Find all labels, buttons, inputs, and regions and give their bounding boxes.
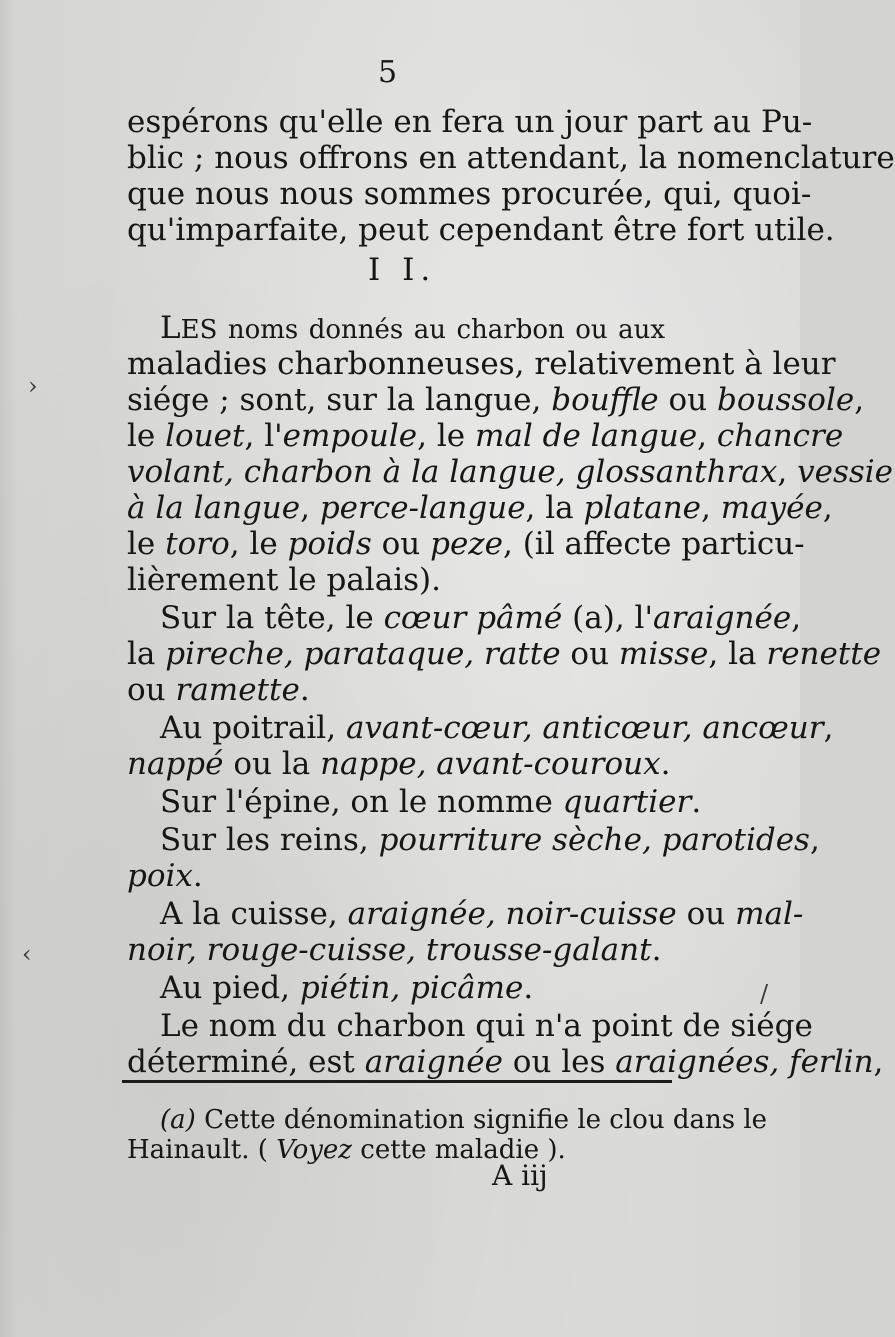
footnote-line: Hainault. ( Voyez cette maladie ). bbox=[127, 1135, 566, 1165]
text-line: poix. bbox=[127, 858, 203, 894]
text-line: qu'imparfaite, peut cependant être fort utile. bbox=[127, 212, 835, 248]
text-line: nappé ou la nappe, avant-couroux. bbox=[127, 746, 671, 782]
text-line: volant, charbon à la langue, glossanthrax, vessie bbox=[127, 454, 894, 490]
ink-speck: › bbox=[28, 372, 38, 400]
text-line: blic ; nous offrons en attendant, la nomenclature bbox=[127, 140, 895, 176]
text-line: déterminé, est araignée ou les araignées, ferlin, bbox=[127, 1044, 884, 1080]
ink-speck: ‹ bbox=[22, 940, 32, 968]
text-line: Sur l'épine, on le nomme quartier. bbox=[160, 784, 702, 820]
text-line: la pireche, parataque, ratte ou misse, la renette bbox=[127, 636, 882, 672]
text-line: lièrement le palais). bbox=[127, 562, 441, 598]
footnote-divider bbox=[122, 1080, 672, 1083]
text-line: Sur les reins, pourriture sèche, parotides, bbox=[160, 822, 820, 858]
page-number: 5 bbox=[378, 55, 398, 90]
text-line: que nous nous sommes procurée, qui, quoi- bbox=[127, 176, 812, 212]
text-line: LES noms donnés au charbon ou aux bbox=[160, 310, 665, 346]
text-line: Au poitrail, avant-cœur, anticœur, ancœur, bbox=[160, 710, 834, 746]
signature-mark: A iij bbox=[492, 1159, 548, 1192]
text-line: le louet, l'empoule, le mal de langue, chancre bbox=[127, 418, 844, 454]
text-line: maladies charbonneuses, relativement à leur bbox=[127, 346, 836, 382]
text-line: ou ramette. bbox=[127, 672, 310, 708]
ink-speck: / bbox=[760, 980, 769, 1008]
text-line: Au pied, piétin, picâme. bbox=[160, 970, 534, 1006]
text-line: siége ; sont, sur la langue, bouffle ou boussole, bbox=[127, 382, 865, 418]
text-line: le toro, le poids ou peze, (il affecte particu- bbox=[127, 526, 805, 562]
section-heading: I I. bbox=[368, 252, 437, 288]
text-line: Le nom du charbon qui n'a point de siége bbox=[160, 1008, 813, 1044]
footnote-line: (a) Cette dénomination signifie le clou dans le bbox=[160, 1105, 768, 1135]
text-line: Sur la tête, le cœur pâmé (a), l'araignée, bbox=[160, 600, 802, 636]
text-line: à la langue, perce-langue, la platane, mayée, bbox=[127, 490, 833, 526]
text-line: noir, rouge-cuisse, trousse-galant. bbox=[127, 932, 662, 968]
text-line: A la cuisse, araignée, noir-cuisse ou mal- bbox=[160, 896, 804, 932]
text-line: espérons qu'elle en fera un jour part au Pu- bbox=[127, 104, 813, 140]
